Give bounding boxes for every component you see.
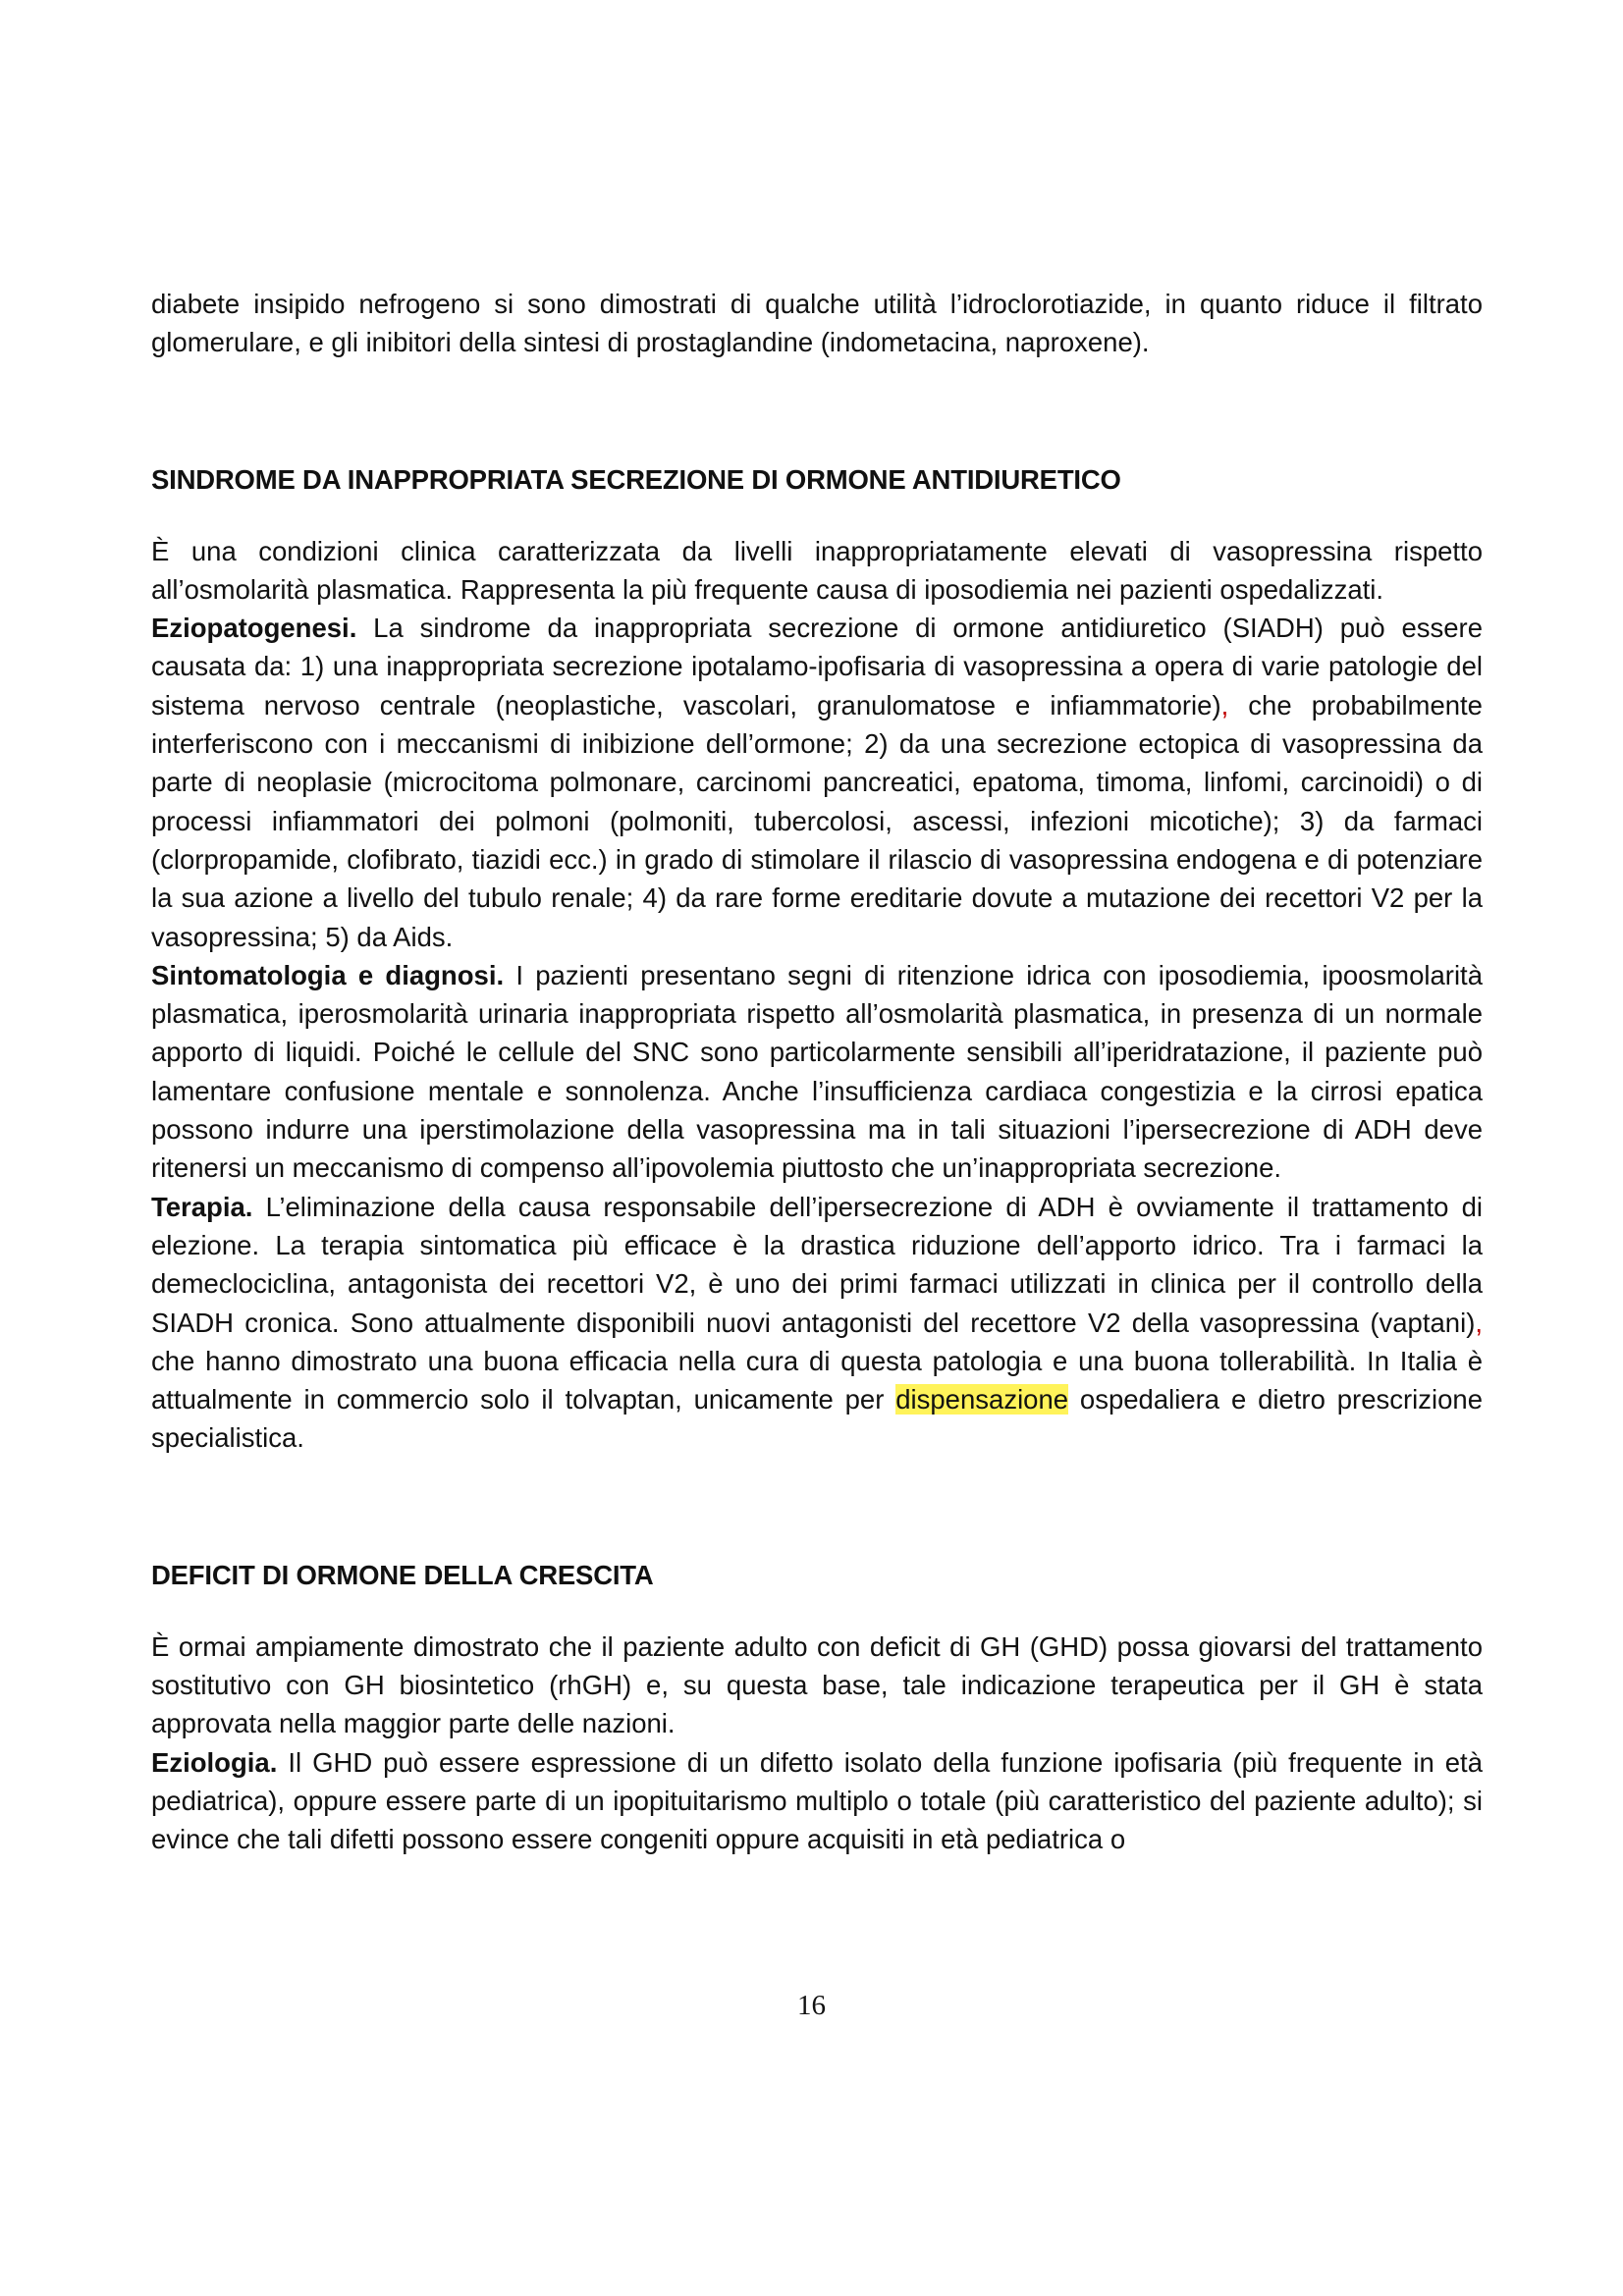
- terapia-text-c: ospedaliera e dietro prescrizione specialistica.: [151, 1384, 1483, 1454]
- eziopatogenesi-text-b: che probabilmente interferiscono con i meccanismi di inibizione dell’ormone; 2) da una secrezione ectopica di vasopressina da parte di neoplasie (microcitoma polmonare, carcinomi pancreatici, epatoma, timoma, linfomi, carcinoidi) o di processi infiammatori dei polmoni (polmoniti, tubercolosi, ascessi, infezioni micotiche); 3) da farmaci (clorpropamide, clofibrato, tiazidi ecc.) in grado di stimolare il rilascio di vasopressina endogena e di potenziare la sua azione a livello del tubulo renale; 4) da rare forme ereditarie dovute a mutazione dei recettori V2 per la vasopressina; 5) da Aids.: [151, 689, 1483, 952]
- terapia-text-a: L’eliminazione della causa responsabile dell’ipersecrezione di ADH è ovviamente il trattamento di elezione. La terapia sintomatica più efficace è la drastica riduzione dell’apporto idrico. Tra i farmaci la demeclociclina, antagonista dei recettori V2, è uno dei primi farmaci utilizzati in clinica per il controllo della SIADH cronica. Sono attualmente disponibili nuovi antagonisti del recettore V2 della vasopressina (vaptani): [151, 1191, 1483, 1338]
- eziologia-text: Il GHD può essere espressione di un difetto isolato della funzione ipofisaria (più frequente in età pediatrica), oppure essere parte di un ipopituitarismo multiplo o totale (più caratteristico del paziente adulto); si evince che tali difetti possono essere congeniti oppure acquisiti in età pediatrica o: [151, 1746, 1483, 1855]
- sintomatologia-text: I pazienti presentano segni di ritenzione idrica con iposodiemia, ipoosmolarità plasmatica, iperosmolarità urinaria inappropriata rispetto all’osmolarità plasmatica, in presenza di un normale apporto di liquidi. Poiché le cellule del SNC sono particolarmente sensibili all’iperidratazione, il paziente può lamentare confusione mentale e sonnolenza. Anche l’insufficienza cardiaca congestizia e la cirrosi epatica possono indurre una iperstimolazione della vasopressina ma in tali situazioni l’ipersecrezione di ADH deve ritenersi un meccanismo di compenso all’ipovolemia piuttosto che un’inappropriata secrezione.: [151, 959, 1483, 1184]
- section-ghd: [151, 1556, 1483, 1859]
- siadh-definition-paragraph: È una condizioni clinica caratterizzata da livelli inappropriatamente elevati di vasopressina rispetto all’osmolarità plasmatica. Rappresenta la più frequente causa di iposodiemia nei pazienti ospedalizzati.: [151, 535, 1483, 605]
- siadh-sintomatologia-paragraph: [151, 956, 1483, 1188]
- siadh-eziopatogenesi-paragraph: [151, 609, 1483, 956]
- eziopatogenesi-red-comma: ,: [1220, 689, 1229, 721]
- eziopatogenesi-label: Eziopatogenesi.: [151, 613, 357, 644]
- highlighted-word: dispensazione: [895, 1384, 1069, 1415]
- terapia-text-b: che hanno dimostrato una buona efficacia nella cura di questa patologia e una buona tollerabilità. In Italia è attualmente in commercio solo il tolvaptan, unicamente per: [151, 1345, 1483, 1415]
- page-content: [151, 285, 1483, 1859]
- section-siadh: [151, 460, 1483, 1458]
- section-heading-siadh: SINDROME DA INAPPROPRIATA SECREZIONE DI ORMONE ANTIDIURETICO: [151, 463, 1121, 495]
- eziologia-label: Eziologia.: [151, 1746, 278, 1778]
- terapia-red-comma: ,: [1475, 1307, 1483, 1338]
- eziopatogenesi-text-a: La sindrome da inappropriata secrezione di ormone antidiuretico (SIADH) può essere causata da: 1) una inappropriata secrezione ipotalamo-ipofisaria di vasopressina a opera di varie patologie del sistema nervoso centrale (neoplastiche, vascolari, granulomatose e infiammatorie): [151, 613, 1483, 721]
- ghd-intro-paragraph: È ormai ampiamente dimostrato che il paziente adulto con deficit di GH (GHD) possa giovarsi del trattamento sostitutivo con GH biosintetico (rhGH) e, su questa base, tale indicazione terapeutica per il GH è stata approvata nella maggior parte delle nazioni.: [151, 1630, 1483, 1739]
- section-body-ghd: [151, 1628, 1483, 1859]
- siadh-terapia-paragraph: [151, 1188, 1483, 1458]
- section-body-siadh: [151, 532, 1483, 1458]
- intro-paragraph: diabete insipido nefrogeno si sono dimostrati di qualche utilità l’idroclorotiazide, in quanto riduce il filtrato glomerulare, e gli inibitori della sintesi di prostaglandine (indometacina, naproxene).: [151, 289, 1483, 358]
- page-number: 16: [797, 1990, 826, 2021]
- terapia-label: Terapia.: [151, 1191, 253, 1222]
- section-heading-ghd: DEFICIT DI ORMONE DELLA CRESCITA: [151, 1559, 654, 1590]
- sintomatologia-label: Sintomatologia e diagnosi.: [151, 959, 505, 990]
- ghd-eziologia-paragraph: [151, 1743, 1483, 1859]
